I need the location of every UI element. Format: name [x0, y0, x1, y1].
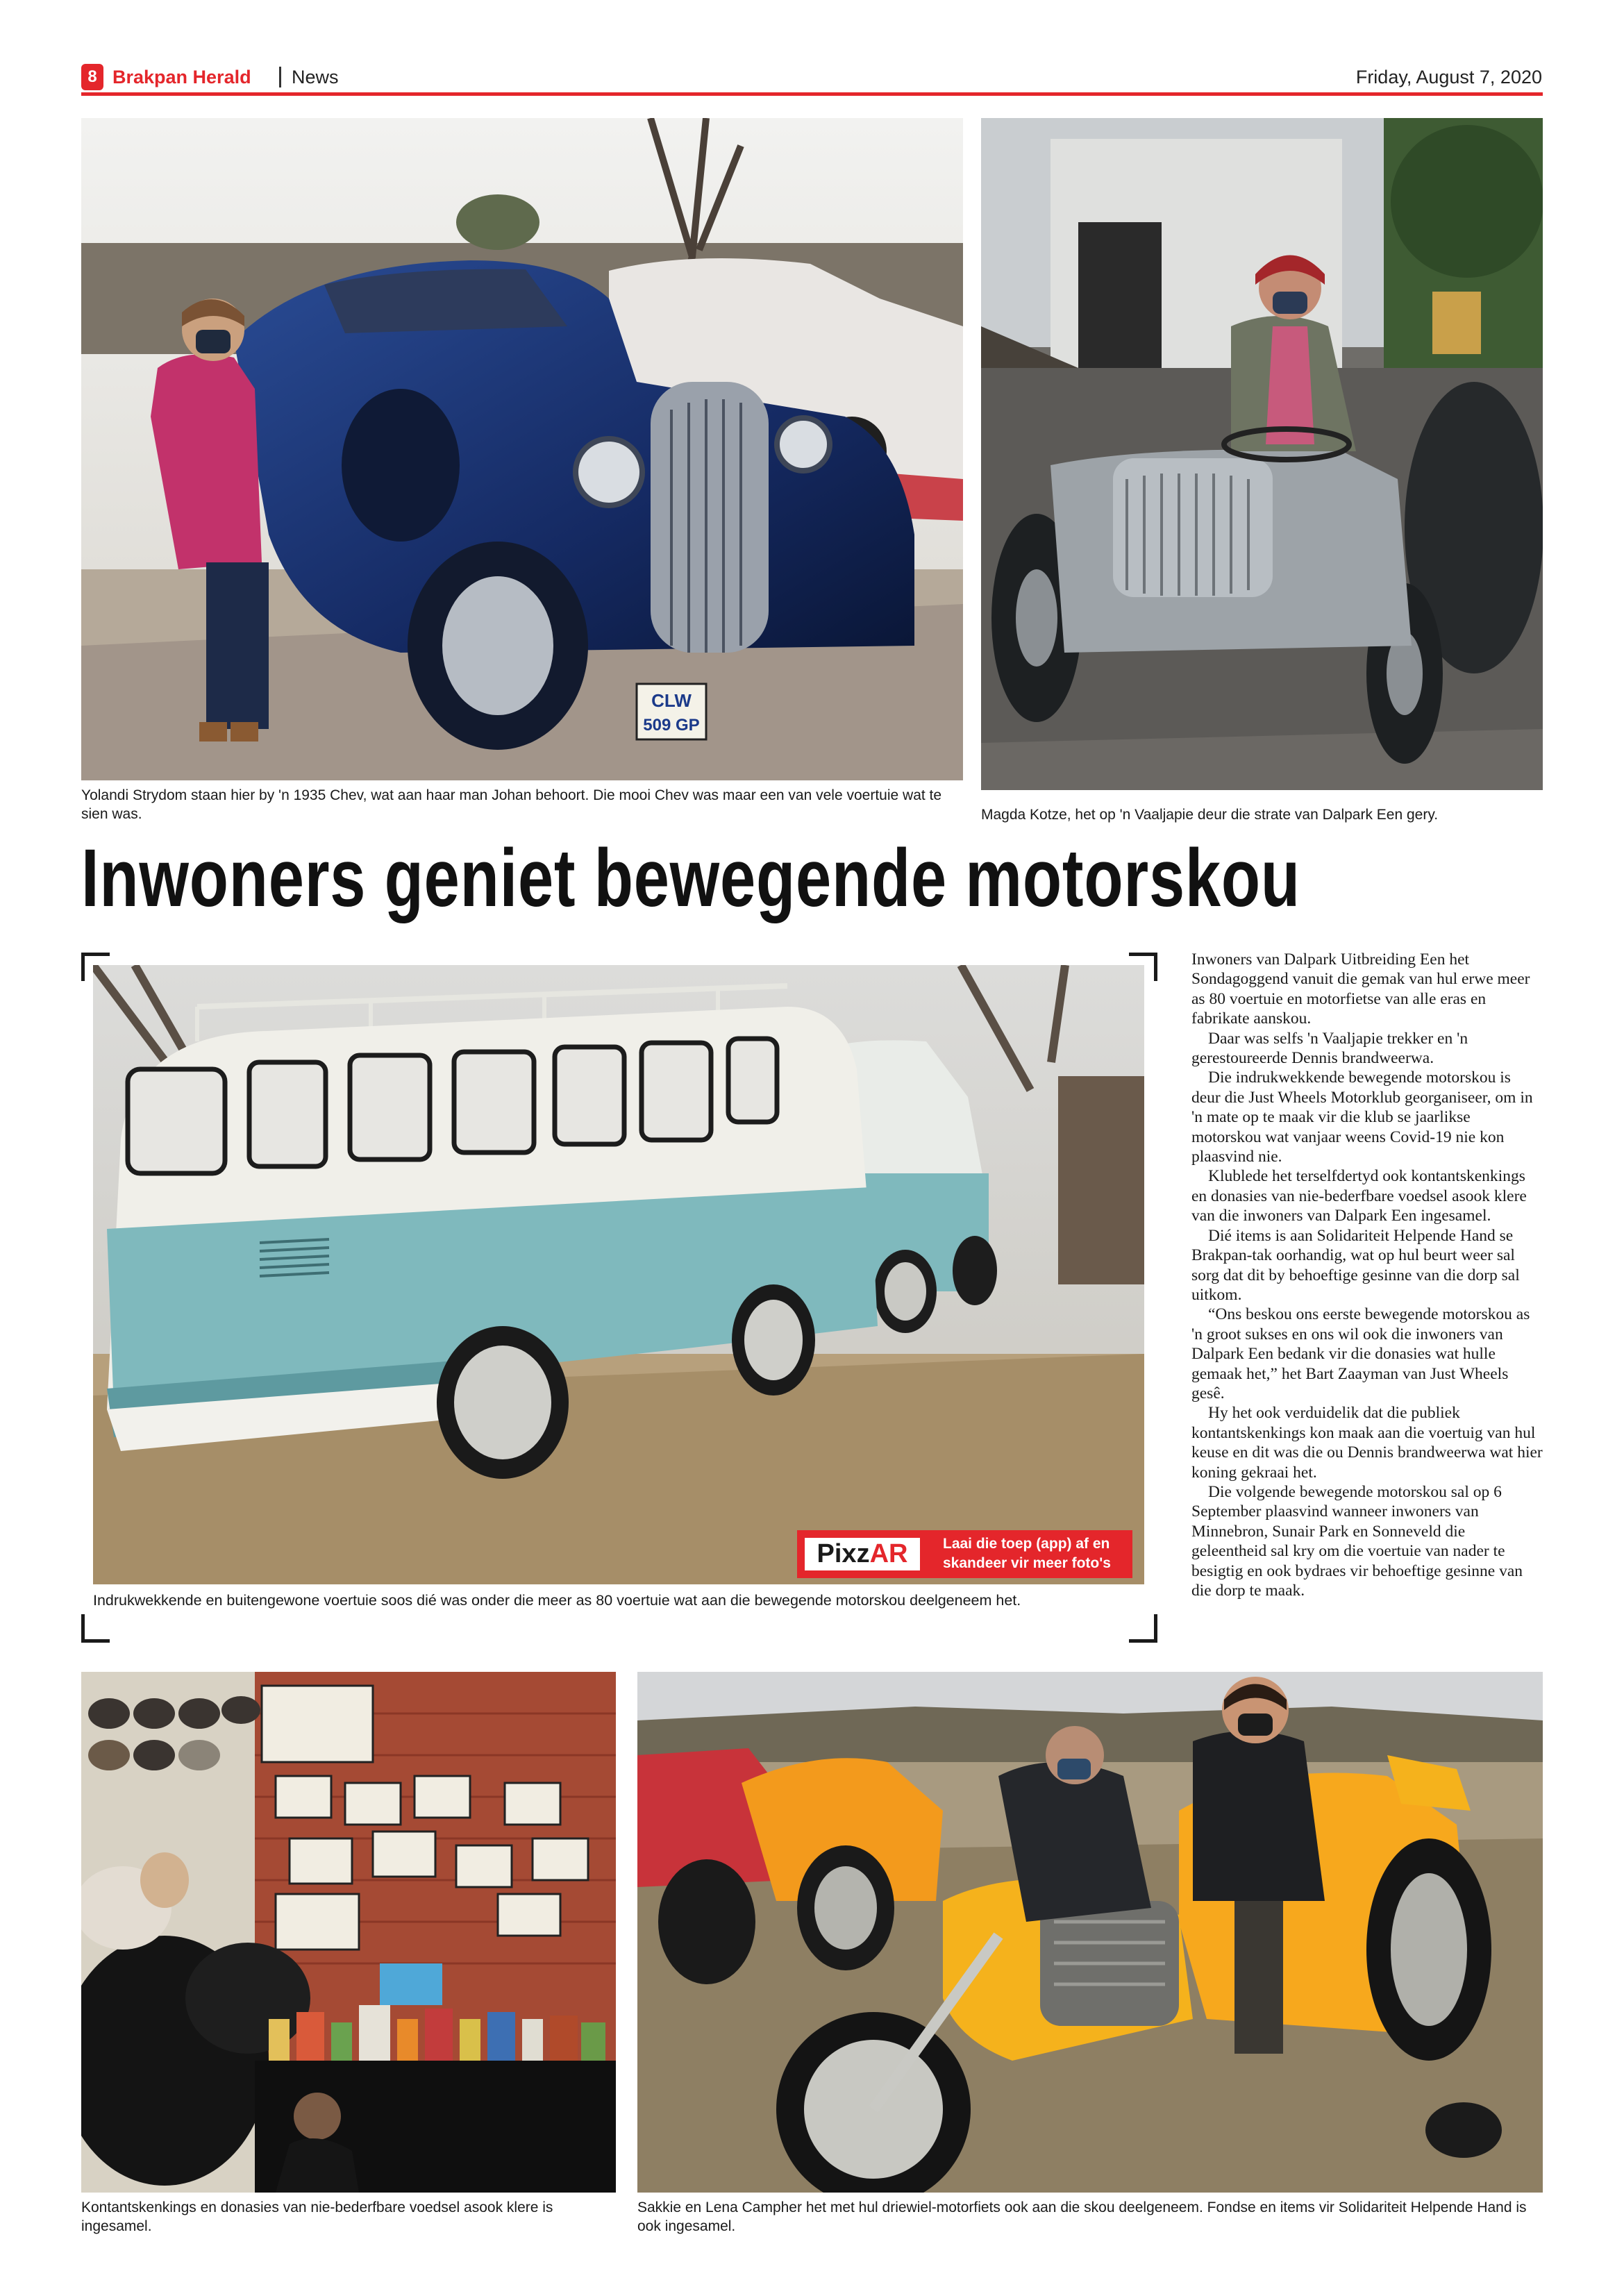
kombi-caption: Indrukwekkende en buitengewone voertuie soos dié was onder die meer as 80 voertuie wat aan die bewegende motorskou deelgeneem het.	[93, 1592, 1021, 1609]
chev-photo	[81, 118, 963, 780]
plate-line1: CLW	[651, 690, 692, 711]
donations-photo	[81, 1672, 616, 2193]
article-paragraph: Daar was selfs 'n Vaaljapie trekker en 'n gerestoureerde Dennis brandweerwa.	[1191, 1029, 1468, 1068]
donations-caption: Kontantskenkings en donasies van nie-bederfbare voedsel asook klere is ingesamel.	[81, 2199, 553, 2234]
pixzar-logo-prefix: Pixz	[817, 1539, 870, 1568]
header-divider	[279, 67, 281, 87]
chev-caption: Yolandi Strydom staan hier by 'n 1935 Chev, wat aan haar man Johan behoort. Die mooi Chev was maar een van vele voertuie wat te sien was.	[81, 787, 942, 822]
corner-bottom-left	[81, 1614, 110, 1643]
article-body	[1191, 950, 1543, 1600]
article-paragraph: Klublede het terselfdertyd ook kontantskenkings en donasies van nie-bederfbare voedsel asook klere van die inwoners van Dalpark Een ingesamel.	[1191, 1167, 1527, 1225]
section-label: News	[292, 67, 339, 87]
article-paragraph: Die volgende bewegende motorskou sal op 6 September plaasvind wanneer inwoners van Minnebron, Sunair Park en Sonneveld die geleentheid sal kry om die voertuie van nader te besigtig en ook bydraes vir behoeftige gesinne van die dorp te maak.	[1191, 1482, 1523, 1600]
header-rule	[81, 92, 1543, 96]
article-paragraph: Dié items is aan Solidariteit Helpende Hand se Brakpan-tak oorhandig, wat op hul beurt weer sal sorg dat dit by behoeftige gesinne van die dorp sal uitkom.	[1191, 1226, 1520, 1304]
page-number: 8	[81, 64, 103, 90]
pixzar-badge[interactable]	[797, 1530, 1132, 1578]
article-paragraph: Hy het ook verduidelik dat die publiek kontantskenkings kon maak aan die voertuig van hul keuse en dit was die ou Dennis brandweerwa wat hier koning gekraai het.	[1191, 1404, 1543, 1482]
pixzar-logo	[803, 1536, 922, 1573]
issue-date: Friday, August 7, 2020	[1355, 67, 1542, 87]
article-paragraph: “Ons beskou ons eerste bewegende motorskou as 'n groot sukses en ons wil ook die inwoners van Dalpark Een bedank vir die donasies wat hulle gemaak het,” het Bart Zaayman van Just Wheels gesê.	[1191, 1305, 1530, 1402]
trike-caption: Sakkie en Lena Campher het met hul driewiel-motorfiets ook aan die skou deelgeneem. Fondse en items vir Solidariteit Helpende Hand is ook ingesamel.	[637, 2199, 1527, 2234]
tractor-photo	[981, 118, 1543, 790]
tractor-caption: Magda Kotze, het op 'n Vaaljapie deur die strate van Dalpark Een gery.	[981, 807, 1439, 823]
pixzar-logo-suffix: AR	[869, 1539, 908, 1568]
trike-photo	[637, 1672, 1543, 2193]
kombi-photo	[93, 965, 1144, 1584]
pixzar-instructions: Laai die toep (app) af en skandeer vir meer foto's	[943, 1536, 1111, 1571]
plate-line2: 509 GP	[643, 716, 700, 735]
corner-bottom-right	[1129, 1614, 1157, 1643]
publication-name: Brakpan Herald	[112, 67, 251, 87]
article-headline: Inwoners geniet bewegende motorskou	[81, 832, 1300, 924]
article-paragraph: Inwoners van Dalpark Uitbreiding Een het Sondagoggend vanuit die gemak van hul erwe meer as 80 voertuie en motorfietse van alle eras en fabrikate aanskou.	[1191, 950, 1530, 1028]
article-paragraph: Die indrukwekkende bewegende motorskou is deur die Just Wheels Motorklub georganiseer, om in 'n mate op te maak vir die klub se jaarlikse motorskou wat vanjaar weens Covid-19 nie kon plaasvind nie.	[1191, 1069, 1533, 1166]
